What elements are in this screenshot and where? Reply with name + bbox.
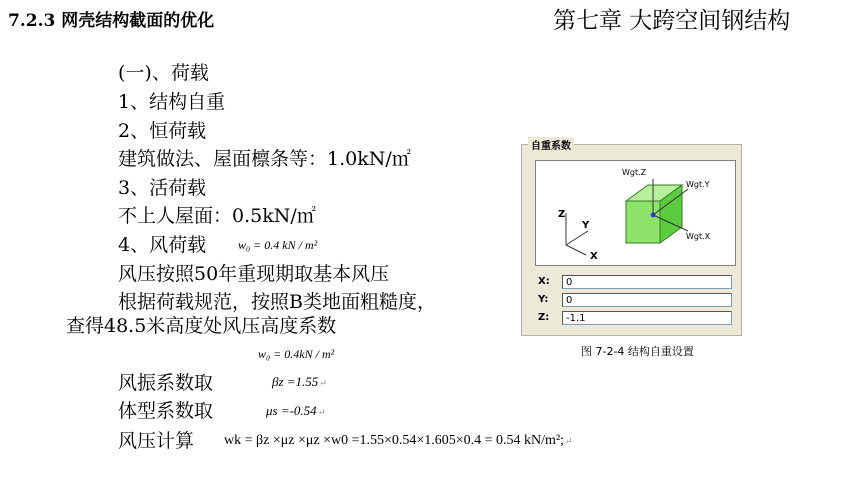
axis-x-label: X: [590, 251, 598, 262]
text-wind-pressure-calc: 风压计算: [118, 430, 195, 452]
vector-z-label: Wgt.Z: [622, 168, 647, 177]
text-dead-load-value: 建筑做法、屋面檩条等：1.0kN/㎡: [118, 148, 411, 170]
text-return-period: 风压按照50年重现期取基本风压: [118, 263, 390, 285]
chapter-title: 第七章 大跨空间钢结构: [553, 8, 791, 34]
field-row-z: [536, 311, 741, 327]
field-z-label: Z:: [538, 312, 550, 323]
field-y-label: Y:: [538, 294, 549, 305]
formula-wind-pressure-repeat: w₀ = 0.4kN / m²: [258, 347, 335, 361]
text-self-weight: 1、结构自重: [118, 91, 226, 113]
field-z-input[interactable]: -1.1: [562, 311, 732, 325]
text-shape-coefficient: 体型系数取: [118, 400, 214, 422]
text-load-heading: (一)、荷载: [118, 62, 209, 84]
text-dead-load: 2、恒荷载: [118, 120, 207, 142]
formula-beta-z: βz =1.55↵: [272, 374, 327, 389]
text-height-coefficient: 查得48.5米高度处风压高度系数: [66, 315, 337, 337]
dialog-title: 自重系数: [528, 137, 574, 152]
self-weight-dialog: [521, 141, 742, 336]
text-live-load-value: 不上人屋面：0.5kN/㎡: [118, 205, 316, 227]
text-wind-load: 4、风荷载: [118, 234, 207, 256]
formula-wk: wk = βz ×μz ×μz ×w0 =1.55×0.54×1.605×0.4 = 0.54 kN/m²;↵: [224, 433, 573, 448]
vector-x-label: Wgt.X: [686, 232, 711, 241]
text-live-load: 3、活荷载: [118, 177, 207, 199]
field-row-y: [536, 293, 741, 309]
field-row-x: [536, 275, 741, 291]
field-y-input[interactable]: 0: [562, 293, 732, 307]
formula-basic-wind-pressure: w₀ = 0.4 kN / m²: [238, 238, 318, 252]
field-x-input[interactable]: 0: [562, 275, 732, 289]
vector-y-label: Wgt.Y: [686, 180, 710, 189]
text-terrain-category: 根据荷载规范，按照B类地面粗糙度，: [118, 291, 436, 313]
axis-y-label: Y: [582, 220, 590, 231]
cube-diagram: [536, 161, 735, 265]
figure-caption: 图 7-2-4 结构自重设置: [581, 345, 694, 358]
axis-z-label: Z: [558, 209, 566, 220]
formula-mu-s: μs =-0.54↵: [266, 403, 326, 418]
self-weight-preview: [535, 160, 736, 266]
text-wind-vibration: 风振系数取: [118, 372, 214, 394]
field-x-label: X:: [538, 276, 550, 287]
section-title: 7.2.3 网壳结构截面的优化: [8, 11, 215, 31]
